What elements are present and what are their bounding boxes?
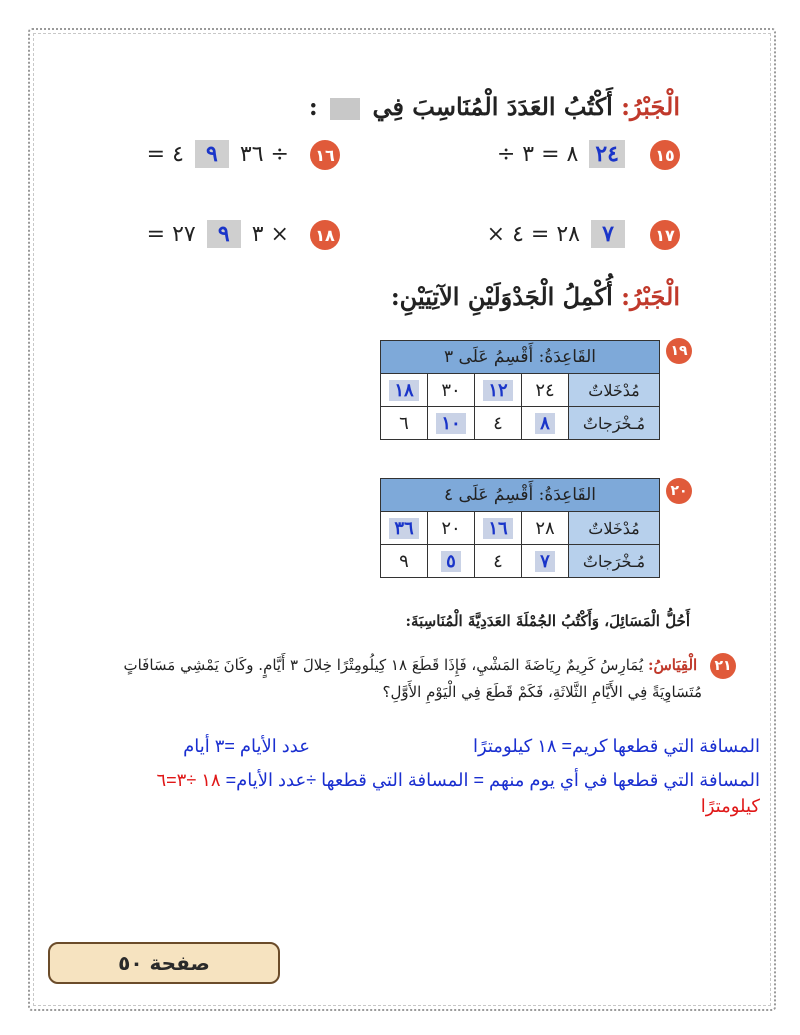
section3-instruction: أَحُلُّ الْمَسَائِلَ، وَأَكْتُبُ الجُمْلَةَ العَدَدِيَّةَ الْمُنَاسِبَةَ: [405, 612, 690, 630]
question-number: ١٧ [650, 220, 680, 250]
equation-text: ÷ ٣٦ [239, 142, 289, 167]
question-number: ١٩ [666, 338, 692, 364]
problem-17 [487, 220, 680, 250]
page-number-badge [48, 942, 280, 984]
inputs-label: مُدْخَلاتٌ [569, 374, 660, 407]
problem-18 [147, 220, 340, 250]
answer-cell: ١٦ [475, 512, 522, 545]
table-cell: ٣٠ [428, 374, 475, 407]
answer-box: ٩ [195, 140, 229, 168]
table-cell: ٢٨ [522, 512, 569, 545]
section1-tag: الْجَبْرُ: [621, 92, 680, 121]
question-number: ١٨ [310, 220, 340, 250]
answer-cell: ١٢ [475, 374, 522, 407]
solution-given-days: عدد الأيام =٣ أيام [183, 736, 310, 756]
problem21-text-line2: مُتَسَاوِيَةً فِي الأَيَّامِ الثَّلاثَةِ، فَكَمْ قَطَعَ فِي الْيَوْمِ الأَوَّلِ؟ [382, 683, 702, 701]
answer-box: ٧ [591, 220, 625, 248]
question-number: ١٥ [650, 140, 680, 170]
table-cell: ٤ [475, 407, 522, 440]
problem21-tag: الْقِيَاسُ: [647, 656, 698, 674]
solution-result: ١٨ ÷٣=٦ [156, 770, 221, 790]
section1-instruction: أَكْتُبُ العَدَدَ الْمُنَاسِبَ فِي [372, 92, 613, 121]
answer-box: ٩ [207, 220, 241, 248]
page-number: صفحة ٥٠ [118, 951, 210, 975]
rule-cell: القَاعِدَةُ: أَقْسِمُ عَلَى ٣ [381, 341, 660, 374]
solution-formula: المسافة التي قطعها في أي يوم منهم = المسافة التي قطعها ÷عدد الأيام= [225, 770, 760, 790]
table-cell: ٦ [381, 407, 428, 440]
equation-text: ٤ = [146, 142, 184, 167]
answer-cell: ١٠ [428, 407, 475, 440]
table-cell: ٢٠ [428, 512, 475, 545]
equation-text: ٢٧ = [146, 222, 196, 247]
blank-box-icon [330, 98, 360, 120]
table-cell: ٢٤ [522, 374, 569, 407]
equation-text: ٢٨ = ٤ × [486, 222, 580, 247]
rule-table-1 [380, 340, 660, 440]
answer-cell: ٨ [522, 407, 569, 440]
problem-21 [36, 652, 736, 705]
section2-instruction: أُكْمِلُ الْجَدْوَلَيْنِ الآتِيَيْنِ: [390, 282, 613, 311]
section2-header [391, 282, 680, 311]
answer-cell: ٣٦ [381, 512, 428, 545]
answer-cell: ١٨ [381, 374, 428, 407]
problem21-text: يُمَارِسُ كَرِيمٌ رِيَاضَةَ المَشْيِ، فَإِذَا قَطَعَ ١٨ كِيلُومِتْرًا خِلالَ ٣ أَيَّامٍ. وكَانَ يَمْشِي مَسَافَاتٍ [123, 656, 644, 674]
section2-tag: الْجَبْرُ: [621, 282, 680, 311]
problem-15 [497, 140, 680, 170]
question-number: ١٦ [310, 140, 340, 170]
answer-cell: ٧ [522, 545, 569, 578]
table-cell: ٩ [381, 545, 428, 578]
section1-colon: : [308, 92, 318, 121]
rule-table-2 [380, 478, 660, 578]
answer-cell: ٥ [428, 545, 475, 578]
outputs-label: مُـخْرَجاتٌ [569, 407, 660, 440]
equation-text: ٨ = ٣ ÷ [496, 142, 579, 167]
outputs-label: مُـخْرَجاتٌ [569, 545, 660, 578]
solution-unit: كيلومترًا [700, 796, 760, 816]
rule-cell: القَاعِدَةُ: أَقْسِمُ عَلَى ٤ [381, 479, 660, 512]
inputs-label: مُدْخَلاتٌ [569, 512, 660, 545]
solution-given-distance: المسافة التي قطعها كريم= ١٨ كيلومترًا [472, 736, 760, 756]
table-cell: ٤ [475, 545, 522, 578]
equation-text: × ٣ [251, 222, 289, 247]
question-number: ٢١ [710, 653, 736, 679]
answer-box: ٢٤ [589, 140, 625, 168]
problem-16 [147, 140, 340, 170]
section1-header [309, 92, 680, 121]
question-number: ٢٠ [666, 478, 692, 504]
solution-line-2 [156, 770, 760, 791]
